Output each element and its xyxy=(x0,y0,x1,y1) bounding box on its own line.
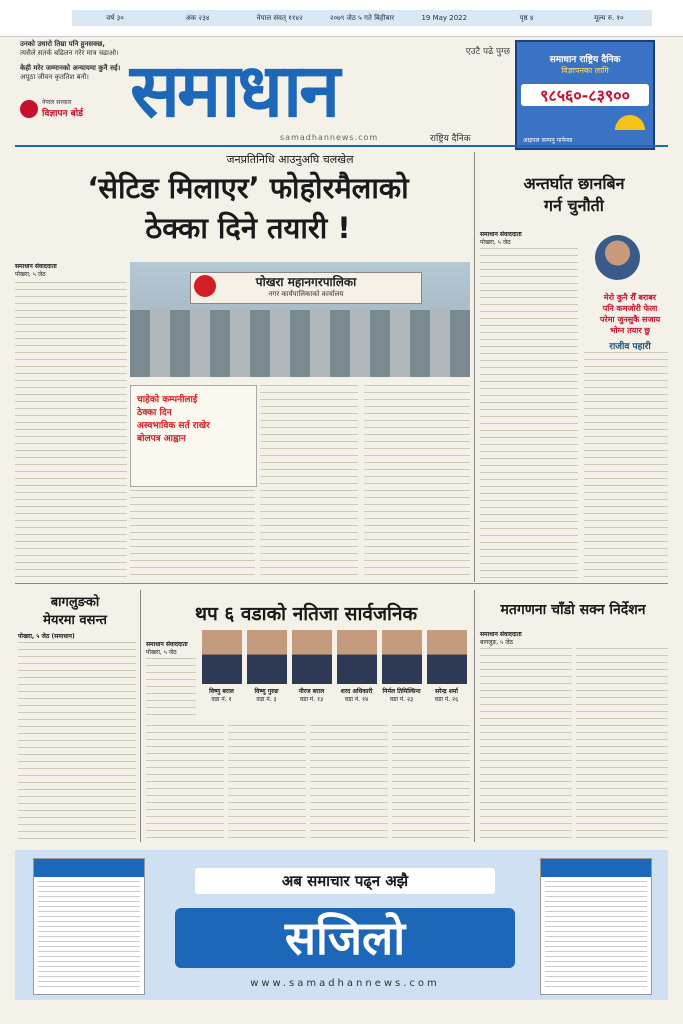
newspaper-tagline: राष्ट्रिय दैनिक xyxy=(430,134,471,144)
results-body-4 xyxy=(392,725,470,843)
winner-photo xyxy=(202,630,242,684)
masthead-logo-block xyxy=(130,40,520,144)
winner-name: विष्णु बराल xyxy=(209,688,234,695)
notice-line: अपूठा जीवन कृततिश बनौ। xyxy=(20,73,89,81)
notice-line: केही मरेर जम्मानको अन्यायमा कुनै रुई। xyxy=(20,64,121,72)
column-divider xyxy=(474,590,475,842)
notice-line: त्यसैले सतर्क बढिलन गरेर मात्र चढाओ। xyxy=(20,49,119,57)
investigation-byline: समाधान संवाददाता xyxy=(480,231,522,238)
ad-brand: सजिलो xyxy=(175,908,515,968)
winner-ward: वडा नं. ३ xyxy=(256,696,277,703)
counting-title[interactable]: मतगणना चाँडो सक्न निर्देशन xyxy=(500,602,646,618)
edition-meta-item: अंक २३४ xyxy=(185,13,210,22)
winner-ward: वडा नं. १४ xyxy=(344,696,369,703)
lead-headline-line-1[interactable]: ‘सेटिङ मिलाएर’ फोहोरमैलाको xyxy=(87,171,409,205)
ad-newspaper-thumbnail xyxy=(540,858,652,995)
edition-meta xyxy=(72,10,652,26)
winner-card xyxy=(380,630,423,720)
edition-meta-item: पृष्ठ ४ xyxy=(519,13,534,22)
edition-meta-item: मूल्य रु. १० xyxy=(594,13,624,22)
section-divider xyxy=(15,583,668,584)
lead-headline-line-2[interactable]: ठेक्का दिने तयारी ! xyxy=(145,211,351,245)
winners-strip xyxy=(200,630,468,720)
results-body-2 xyxy=(228,725,306,843)
ad-footer: आइपल कम्पनु पानेन्सा xyxy=(523,137,573,144)
pull-quote-line: चाहेको कम्पनीलाई xyxy=(137,395,198,405)
sign-line-1: पोखरा महानगरपालिका xyxy=(255,275,357,289)
lead-dateline: पोखरा, ५ जेठ xyxy=(15,271,46,278)
winner-name: नीरज बराल xyxy=(298,688,325,695)
winner-ward: वडा नं. १ xyxy=(211,696,232,703)
counting-body-2 xyxy=(576,648,668,842)
ad-top-line: अब समाचार पढ्न अझै xyxy=(195,868,495,894)
results-byline: समाधान संवाददाता xyxy=(146,641,188,648)
lead-pull-quote xyxy=(130,385,257,487)
results-body-3 xyxy=(310,725,388,843)
baglung-dateline: पोखरा, ५ जेठ (समाधान) xyxy=(18,633,75,640)
edition-meta-item: 19 May 2022 xyxy=(421,14,468,22)
lead-column-3 xyxy=(364,385,470,580)
pull-quote-line: ठेक्का दिन xyxy=(137,408,172,418)
results-dateline: पोखरा, ५ जेठ xyxy=(146,649,177,656)
masthead-topbar xyxy=(0,0,683,37)
winner-card xyxy=(335,630,378,720)
lead-photo-municipality xyxy=(130,262,470,377)
lead-body-text xyxy=(15,282,127,582)
ad-url[interactable]: www.samadhannews.com xyxy=(250,978,440,989)
results-body-1 xyxy=(146,725,224,843)
notice-board: विज्ञापन बोर्ड xyxy=(42,109,83,119)
nepal-emblem-icon xyxy=(194,275,216,297)
winner-name: विष्णु गुरुङ xyxy=(254,688,279,695)
investigation-title-line-2[interactable]: गर्न चुनौती xyxy=(544,196,604,215)
right-ad-box xyxy=(515,40,655,150)
ad-subtitle: विज्ञापनका लागि xyxy=(561,66,609,75)
umbrella-icon xyxy=(615,115,645,130)
baglung-title-line-2[interactable]: मेयरमा वसन्त xyxy=(43,613,107,628)
winner-photo xyxy=(247,630,287,684)
winner-name: सरेन्द्र शर्मा xyxy=(435,688,458,695)
opinion-body xyxy=(584,352,668,582)
winner-card xyxy=(290,630,333,720)
results-intro xyxy=(146,658,196,718)
quote-line: मेरो कुनै रौँ बराबर xyxy=(603,293,657,302)
winner-ward: वडा नं. २६ xyxy=(434,696,459,703)
website-url[interactable]: samadhannews.com xyxy=(280,133,379,142)
edition-meta-item: वर्ष ३० xyxy=(106,13,124,22)
counting-body-1 xyxy=(480,648,572,842)
edition-meta-item: २०७९ जेठ ५ गते बिहीबार xyxy=(329,13,395,22)
baglung-body xyxy=(18,642,136,842)
counting-dateline: बागलुङ, ५ जेठ xyxy=(480,639,514,646)
opinion-avatar xyxy=(595,235,640,280)
ad-title: समाधान राष्ट्रिय दैनिक xyxy=(549,55,621,65)
winner-ward: वडा नं. १३ xyxy=(299,696,324,703)
masthead-note: एउटै पढे पुग्छ xyxy=(465,47,510,57)
winner-ward: वडा नं. २३ xyxy=(389,696,414,703)
lead-byline: समाधान संवाददाता xyxy=(15,263,57,270)
winner-photo xyxy=(427,630,467,684)
winner-photo xyxy=(382,630,422,684)
quote-line: परेमा जुनसुकै सजाय xyxy=(599,315,661,324)
winner-card xyxy=(425,630,468,720)
quote-line: पनि कमजोरी फेला xyxy=(602,304,658,313)
investigation-body xyxy=(480,248,578,582)
lead-column-2 xyxy=(260,385,358,580)
winner-photo xyxy=(337,630,377,684)
building-sign xyxy=(190,272,422,304)
quote-author: राजीव पहारी xyxy=(609,342,651,352)
notice-line: उनको उधारो तिम्रा पनि हुनसक्छ, xyxy=(20,40,105,48)
notice-issuer: नेपाल सरकार xyxy=(42,99,72,106)
winner-name: शरद अधिकारी xyxy=(340,688,373,695)
winner-name: निर्मल तिमिल्सिना xyxy=(382,688,421,695)
pull-quote-line: बोलपत्र आह्वान xyxy=(137,434,186,444)
nepal-emblem-icon xyxy=(20,100,38,118)
column-divider xyxy=(140,590,141,842)
counting-byline: समाधान संवाददाता xyxy=(480,631,522,638)
masthead-divider xyxy=(15,145,668,147)
opinion-quote xyxy=(584,292,676,352)
sign-line-2: नगर कार्यपालिकाको कार्यालय xyxy=(268,290,344,298)
investigation-title-line-1[interactable]: अन्तर्घात छानबिन xyxy=(523,174,625,193)
newspaper-logo[interactable]: समाधान xyxy=(130,48,338,134)
winner-card xyxy=(245,630,288,720)
lead-column-1 xyxy=(15,262,127,580)
edition-meta-item: नेपाल संवत् ११४२ xyxy=(256,13,303,22)
results-title[interactable]: थप ६ वडाको नतिजा सार्वजनिक xyxy=(194,603,418,625)
investigation-dateline: पोखरा, ५ जेठ xyxy=(480,239,511,246)
lead-column-4 xyxy=(130,490,255,580)
ad-newspaper-thumbnail xyxy=(33,858,145,995)
baglung-title-line-1[interactable]: बागलुङको xyxy=(50,595,100,610)
column-divider xyxy=(474,152,475,582)
building-facade xyxy=(130,310,470,377)
winner-photo xyxy=(292,630,332,684)
winner-card xyxy=(200,630,243,720)
pull-quote-line: अस्वभाविक सर्त राखेर xyxy=(137,421,210,431)
quote-line: भोग्न तयार छु xyxy=(609,326,651,335)
ad-phone: ९८५६०-८३९०० xyxy=(521,84,649,106)
lead-kicker: जनप्रतिनिधि आउनुअघि चलखेल xyxy=(226,153,354,166)
footer-ad[interactable] xyxy=(15,850,668,1000)
left-public-notice xyxy=(20,40,130,150)
